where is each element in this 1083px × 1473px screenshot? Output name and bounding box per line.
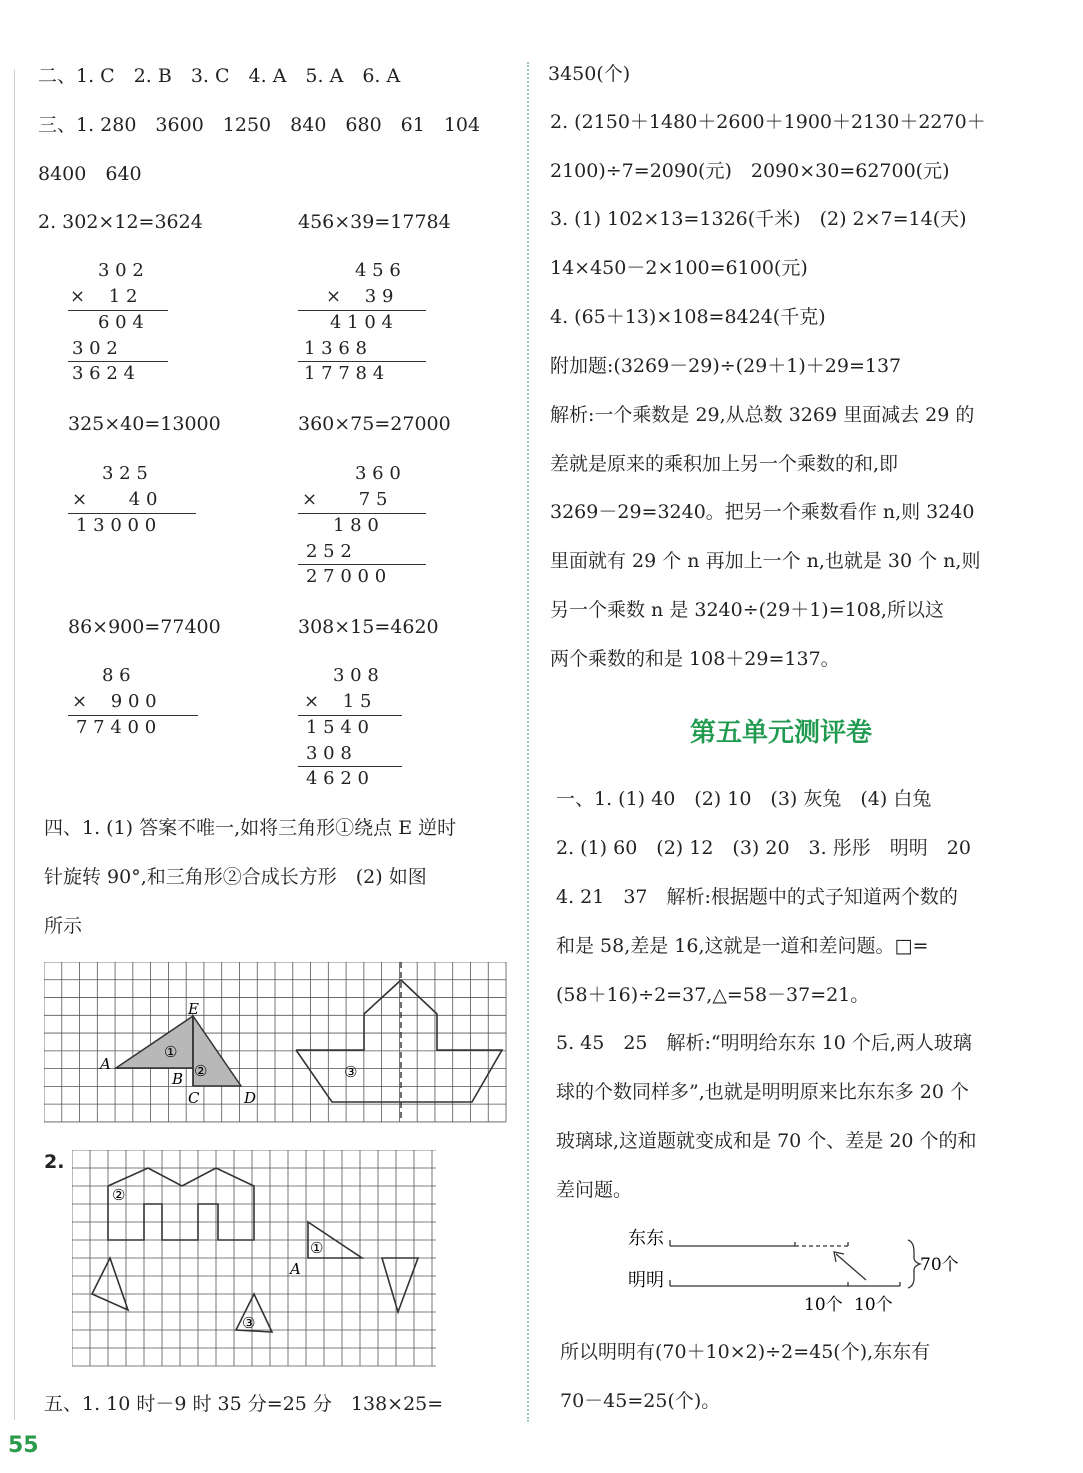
s-line-6: 5. 45 25 解析:“明明给东东 10 个后,两人玻璃 <box>556 1032 972 1054</box>
q4-2-label: 2. <box>44 1151 65 1173</box>
s-line-1: 一、1. (1) 40 (2) 10 (3) 灰兔 (4) 白兔 <box>556 788 932 810</box>
equation-302x12: 2. 302×12=3624 <box>38 211 203 233</box>
section-title: 第五单元测评卷 <box>690 718 873 748</box>
analysis-line-5: 另一个乘数 n 是 3240÷(29＋1)=108,所以这 <box>550 599 944 621</box>
s-line-11: 70－45=25(个)。 <box>560 1390 721 1412</box>
r-line-6: 4. (65＋13)×108=8424(千克) <box>550 306 826 328</box>
segment-label-b: 10个 <box>854 1295 893 1315</box>
dongdong-label: 东东 <box>628 1228 664 1249</box>
segment-label-a: 10个 <box>804 1295 843 1315</box>
analysis-line-6: 两个乘数的和是 108＋29=137。 <box>550 648 840 670</box>
q4-line-1: 四、1. (1) 答案不唯一,如将三角形①绕点 E 逆时 <box>44 817 457 839</box>
r-line-5: 14×450－2×100=6100(元) <box>550 257 808 279</box>
rotation-grid-figure <box>44 962 508 1124</box>
s-line-10: 所以明明有(70＋10×2)÷2=45(个),东东有 <box>560 1341 931 1363</box>
equation-456x39: 456×39=17784 <box>298 211 451 233</box>
q4-line-2: 针旋转 90°,和三角形②合成长方形 (2) 如图 <box>44 866 427 888</box>
left-margin-line <box>14 70 15 1420</box>
answer-line-2: 二、1. C 2. B 3. C 4. A 5. A 6. A <box>38 65 401 87</box>
label-triangle-1: ① <box>164 1043 178 1061</box>
label-shape-1: ① <box>310 1239 324 1257</box>
label-E: E <box>188 1000 199 1018</box>
label-shape-3: ③ <box>344 1063 358 1081</box>
equation-86x900: 86×900=77400 <box>68 616 221 638</box>
r-line-2: 2. (2150＋1480＋2600＋1900＋2130＋2270＋ <box>550 111 986 133</box>
r-line-4: 3. (1) 102×13=1326(千米) (2) 2×7=14(天) <box>550 208 967 230</box>
label-point-A: A <box>290 1260 301 1278</box>
answer-line-3-cont: 8400 640 <box>38 163 142 185</box>
r-line-1: 3450(个) <box>548 63 631 85</box>
label-triangle-2: ② <box>194 1062 208 1080</box>
label-C: C <box>188 1089 200 1107</box>
s-line-4: 和是 58,差是 16,这就是一道和差问题。□= <box>556 935 929 957</box>
analysis-line-1: 解析:一个乘数是 29,从总数 3269 里面减去 29 的 <box>550 404 975 426</box>
answer-line-3: 三、1. 280 3600 1250 840 680 61 104 <box>38 114 481 136</box>
label-B: B <box>172 1070 184 1088</box>
equation-325x40: 325×40=13000 <box>68 413 221 435</box>
equation-360x75: 360×75=27000 <box>298 413 451 435</box>
q5-line: 五、1. 10 时－9 时 35 分=25 分 138×25= <box>44 1393 444 1415</box>
analysis-line-2: 差就是原来的乘积加上另一个乘数的和,即 <box>550 453 899 475</box>
r-line-3: 2100)÷7=2090(元) 2090×30=62700(元) <box>550 160 950 182</box>
mingming-label: 明明 <box>628 1270 664 1291</box>
column-divider <box>527 62 529 1422</box>
bonus-question: 附加题:(3269－29)÷(29＋1)＋29=137 <box>550 355 902 377</box>
equation-308x15: 308×15=4620 <box>298 616 439 638</box>
translation-grid-figure <box>72 1150 438 1368</box>
label-shape-3b: ③ <box>242 1314 256 1332</box>
total-label: 70个 <box>920 1255 959 1275</box>
s-line-7: 球的个数同样多”,也就是明明原来比东东多 20 个 <box>556 1081 970 1103</box>
s-line-3: 4. 21 37 解析:根据题中的式子知道两个数的 <box>556 886 958 908</box>
line-segment-diagram <box>620 1222 970 1322</box>
analysis-line-4: 里面就有 29 个 n 再加上一个 n,也就是 30 个 n,则 <box>550 550 981 572</box>
s-line-5: (58＋16)÷2=37,△=58－37=21。 <box>556 984 870 1006</box>
page-number: 55 <box>8 1433 39 1458</box>
s-line-9: 差问题。 <box>556 1179 633 1201</box>
q4-line-3: 所示 <box>44 915 83 937</box>
s-line-8: 玻璃球,这道题就变成和是 70 个、差是 20 个的和 <box>556 1130 977 1152</box>
label-D: D <box>244 1089 257 1107</box>
label-shape-2: ② <box>112 1186 126 1204</box>
analysis-line-3: 3269－29=3240。把另一个乘数看作 n,则 3240 <box>550 501 975 523</box>
s-line-2: 2. (1) 60 (2) 12 (3) 20 3. 彤彤 明明 20 <box>556 837 971 859</box>
label-A: A <box>100 1055 111 1073</box>
